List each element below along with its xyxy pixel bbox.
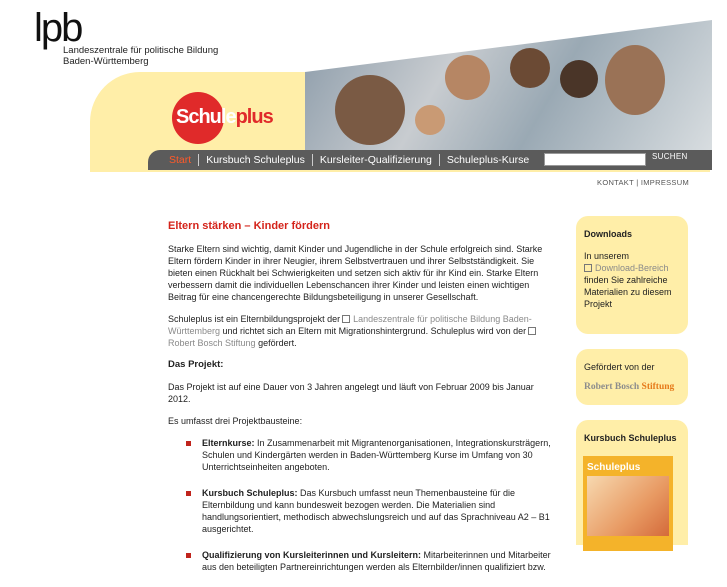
utility-links xyxy=(597,178,689,187)
kontakt-link[interactable]: KONTAKT xyxy=(597,178,634,187)
kursbuch-cover[interactable] xyxy=(583,456,673,551)
nav-item-kursleiter[interactable]: Kursleiter-Qualifizierung xyxy=(313,154,440,166)
main-content xyxy=(168,220,556,587)
search-input[interactable] xyxy=(544,153,646,166)
nav-item-kursbuch[interactable]: Kursbuch Schuleplus xyxy=(199,154,313,166)
project-paragraph: Schuleplus ist ein Elternbildungsprojekt der Landeszentrale für politische Bildung Baden-Württemberg und richtet sich an Eltern mit Migrationshintergrund. Schuleplus wird von derRobert Bosch Stiftung gefördert. xyxy=(168,313,556,349)
duration-text: Das Projekt ist auf eine Dauer von 3 Jahren angelegt und läuft von Februar 2009 bis Januar 2012. xyxy=(168,382,534,404)
external-link-icon xyxy=(528,327,536,335)
nav-item-start[interactable]: Start xyxy=(162,154,199,166)
downloads-text: In unserem Download-Bereich finden Sie zahlreiche Materialien zu diesem Projekt xyxy=(584,251,672,309)
project-heading: Das Projekt: xyxy=(168,359,224,370)
sponsor-box xyxy=(576,349,688,405)
components-intro: Es umfasst drei Projektbausteine: xyxy=(168,416,303,426)
photo-person xyxy=(560,60,598,98)
photo-person xyxy=(335,75,405,145)
book-photo xyxy=(587,476,669,536)
page-title: Eltern stärken – Kinder fördern xyxy=(168,220,330,232)
impressum-link[interactable]: IMPRESSUM xyxy=(640,178,689,187)
downloads-box xyxy=(576,216,688,334)
logo-line-1: Landeszentrale für politische Bildung xyxy=(63,45,219,56)
list-item: Qualifizierung von Kursleiterinnen und Kursleitern: Mitarbeiterinnen und Mitarbeiter aus den beteiligten Partnereinrichtungen werden als Elternbilder/innen qualifiziert bzw. xyxy=(186,549,556,573)
photo-person xyxy=(510,48,550,88)
sponsor-text: Gefördert von der xyxy=(584,362,655,372)
photo-person xyxy=(605,45,665,115)
list-item: Elternkurse: In Zusammenarbeit mit Migrantenorganisationen, Integrationskursträgern, Schulen und Kindergärten werden in Baden-Württemberg Kurse im Umfang von 30 Unterrichtseinheiten angeboten. xyxy=(186,437,556,473)
photo-person xyxy=(445,55,490,100)
photo-person xyxy=(415,105,445,135)
downloads-heading: Downloads xyxy=(584,229,633,239)
components-list xyxy=(168,437,556,573)
external-link-icon xyxy=(342,315,350,323)
bosch-stiftung-logo[interactable]: Robert Bosch Stiftung xyxy=(584,382,675,392)
download-icon xyxy=(584,264,592,272)
bosch-link[interactable]: Robert Bosch Stiftung xyxy=(168,338,256,348)
nav-item-kurse[interactable]: Schuleplus-Kurse xyxy=(446,154,530,166)
intro-paragraph: Starke Eltern sind wichtig, damit Kinder und Jugendliche in der Schule erfolgreich sind. Starke Eltern fördern Kinder in ihrer Neugier, ihrem Selbstvertrauen und ihrer Selbstständigkeit. Sie bieten einen Rückhalt bei Schwierigkeiten und setzen sich aktiv für ihr Kind ein. Starke Eltern verbessern damit die individuellen Lebenschancen ihrer Kinder und leisten einen wichtigen Beitrag für eine chancengerechte Bildungsbeteiligung in unserer Gesellschaft. xyxy=(168,244,543,302)
book-title: Schuleplus xyxy=(587,462,641,473)
kursbuch-heading: Kursbuch Schuleplus xyxy=(584,433,677,443)
lpb-link[interactable]: Landeszentrale für politische Bildung Baden-Württemberg xyxy=(168,314,532,336)
logo-caption xyxy=(63,45,218,67)
search-button[interactable]: SUCHEN xyxy=(652,152,688,161)
list-item: Kursbuch Schuleplus: Das Kursbuch umfasst neun Themenbausteine für die Elternbildung und kann bundesweit bezogen werden. Die Materialien sind handlungsorientiert, methodisch abwechslungsreich und auf das Sprachniveau A2 – B1 ausgerichtet. xyxy=(186,487,556,535)
schuleplus-logo[interactable]: Schuleplus xyxy=(176,106,273,128)
download-area-link[interactable]: Download-Bereich xyxy=(595,263,669,273)
hero-photo xyxy=(305,20,712,150)
logo-line-2: Baden-Württemberg xyxy=(63,56,149,67)
kursbuch-box xyxy=(576,420,688,545)
utility-separator: | xyxy=(636,178,639,187)
lpb-logo[interactable]: lpb xyxy=(34,6,82,50)
